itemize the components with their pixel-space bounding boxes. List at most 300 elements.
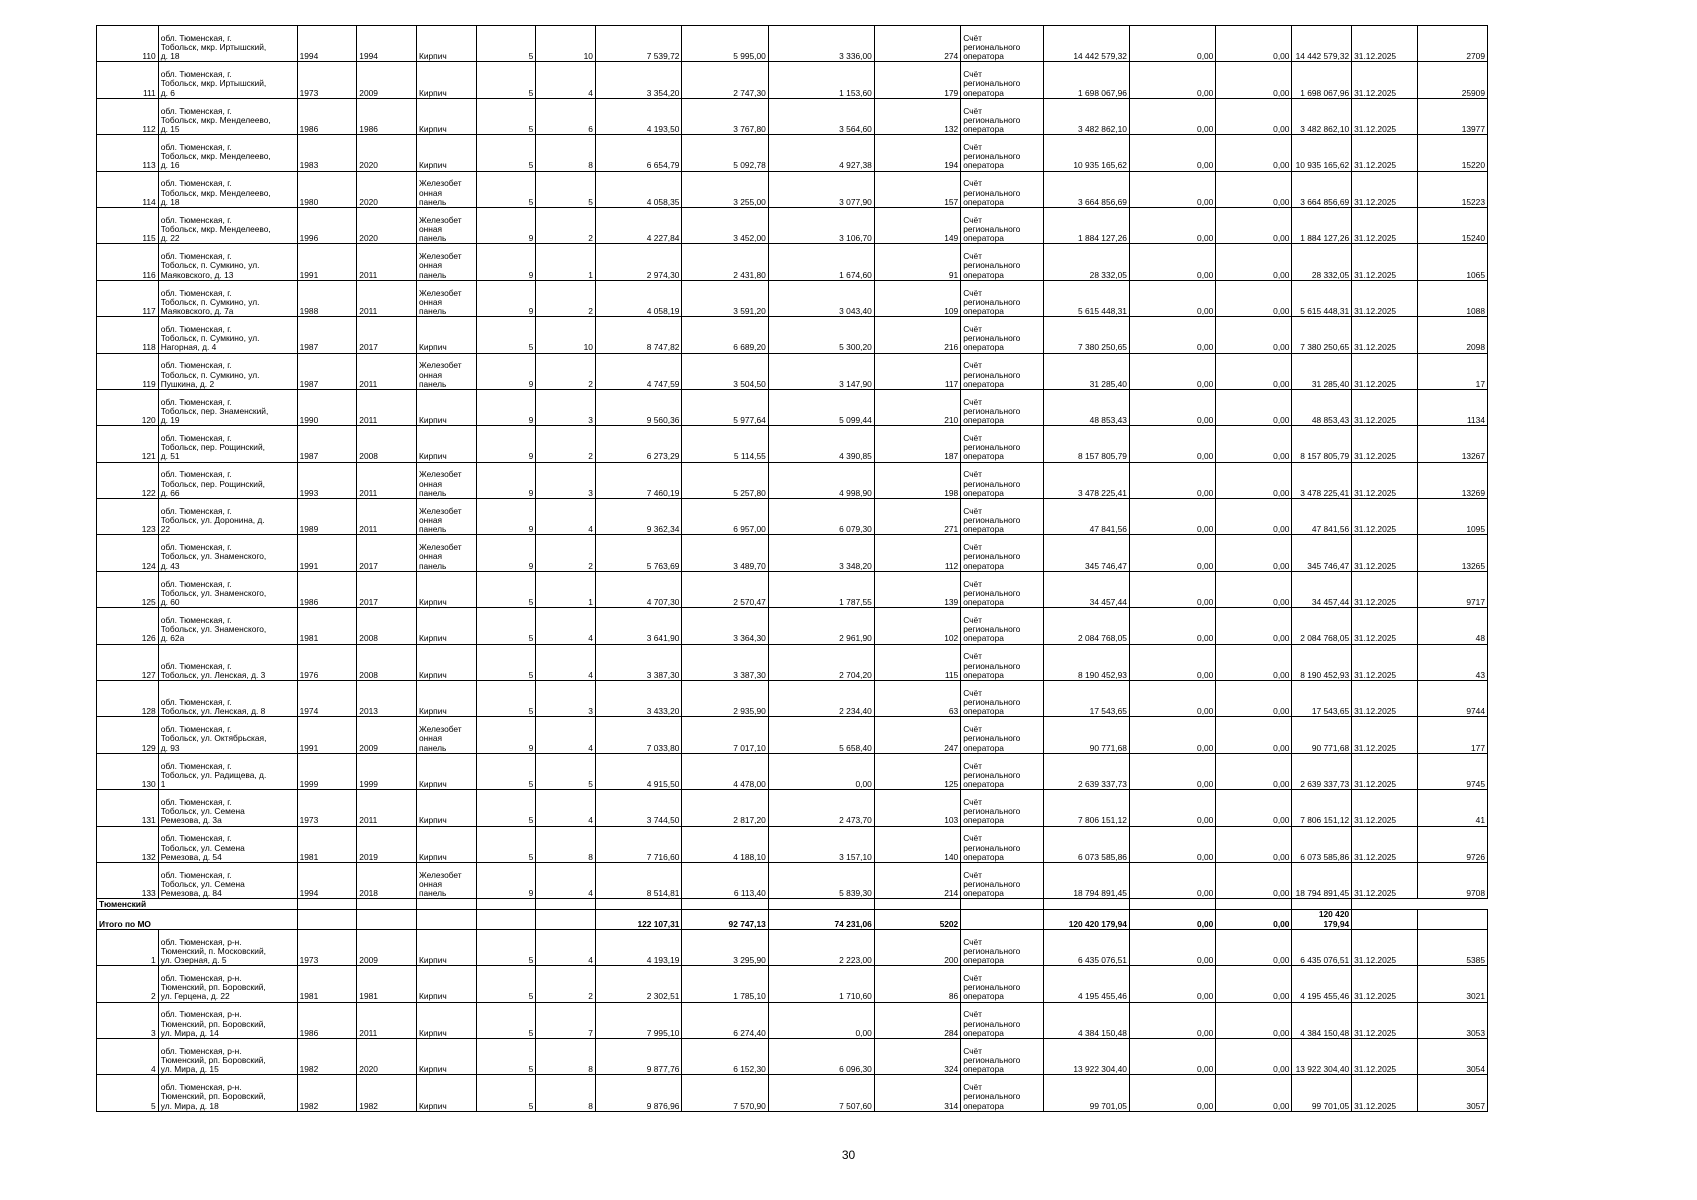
cell-entrances: 2: [536, 426, 596, 462]
cell-cost-total: 6 073 585,86: [1043, 826, 1129, 862]
cell-residents: 247: [874, 717, 960, 753]
cell-row-number: 130: [97, 753, 159, 789]
cell-cost-total: 7 806 151,12: [1043, 790, 1129, 826]
cell-row-number: 125: [97, 571, 159, 607]
cell-cost-owner: 345 746,47: [1292, 535, 1352, 571]
cell-address: обл. Тюменская, р-н. Тюменский, рп. Боровский, ул. Герцена, д. 22: [158, 966, 297, 1002]
cell-deadline: 31.12.2025: [1352, 929, 1418, 965]
cell-area-residential: 4 927,38: [768, 135, 874, 171]
cell-fund-a: 0,00: [1129, 244, 1215, 280]
cell-cost-owner: 2 084 768,05: [1292, 608, 1352, 644]
cell-floors: 9: [476, 207, 536, 243]
cell-floors: 5: [476, 681, 536, 717]
cell-fund-b: 0,00: [1216, 317, 1292, 353]
cell-year-built: 1981: [297, 826, 357, 862]
cell-year-built: 1988: [297, 280, 357, 316]
cell-row-number: 121: [97, 426, 159, 462]
cell-year-built: 1973: [297, 62, 357, 98]
cell-area-total: 7 539,72: [595, 26, 681, 62]
cell-residents: 271: [874, 499, 960, 535]
cell-area-residential: 0,00: [768, 753, 874, 789]
cell-fund-a: 0,00: [1129, 135, 1215, 171]
cell-residents: 109: [874, 280, 960, 316]
cell-residents: 324: [874, 1038, 960, 1074]
cell-cost-owner: 31 285,40: [1292, 353, 1352, 389]
cell-fund-method: Счёт регионального оператора: [961, 353, 1043, 389]
cell-year-repair: 2009: [357, 929, 417, 965]
cell-wall-material: Кирпич: [416, 1038, 476, 1074]
cell-fund-b: 0,00: [1216, 535, 1292, 571]
cell-house-id: 9744: [1417, 681, 1487, 717]
cell-year-built: 1989: [297, 499, 357, 535]
cell-house-id: 9726: [1417, 826, 1487, 862]
cell-cost-total: 99 701,05: [1043, 1075, 1129, 1111]
cell-wall-material: Кирпич: [416, 98, 476, 134]
cell-cost-owner: 7 806 151,12: [1292, 790, 1352, 826]
cell-fund-method: Счёт регионального оператора: [961, 462, 1043, 498]
cell-house-id: 9708: [1417, 862, 1487, 898]
table-row: [97, 62, 1488, 98]
cell-year-built: 1983: [297, 135, 357, 171]
cell-fund-a: 0,00: [1129, 26, 1215, 62]
cell-house-id: 43: [1417, 644, 1487, 680]
cell-year-repair: 2009: [357, 62, 417, 98]
cell-year-built: 1981: [297, 608, 357, 644]
cell-fund-a: 0,00: [1129, 207, 1215, 243]
cell-area-living: 5 114,55: [682, 426, 768, 462]
cell-fund-b: 0,00: [1216, 207, 1292, 243]
cell-year-built: 1987: [297, 426, 357, 462]
cell-cost-owner: 8 157 805,79: [1292, 426, 1352, 462]
cell-address: обл. Тюменская, г. Тобольск, ул. Доронина, д. 22: [158, 499, 297, 535]
cell-area-residential: 7 507,60: [768, 1075, 874, 1111]
cell-area-residential: 3 336,00: [768, 26, 874, 62]
cell-year-repair: 2017: [357, 535, 417, 571]
table-row: [97, 499, 1488, 535]
cell-fund-a: 0,00: [1129, 171, 1215, 207]
cell-year-repair: 1999: [357, 753, 417, 789]
cell-fund-b: 0,00: [1216, 499, 1292, 535]
cell-house-id: 1065: [1417, 244, 1487, 280]
cell-year-repair: 2020: [357, 207, 417, 243]
cell-wall-material: Кирпич: [416, 966, 476, 1002]
cell-wall-material: Кирпич: [416, 826, 476, 862]
cell-cost-total: 6 435 076,51: [1043, 929, 1129, 965]
cell-address: обл. Тюменская, г. Тобольск, п. Сумкино, ул. Пушкина, д. 2: [158, 353, 297, 389]
cell-fund-method: Счёт регионального оператора: [961, 1075, 1043, 1111]
cell-year-built: 1996: [297, 207, 357, 243]
cell-fund-b: 0,00: [1216, 862, 1292, 898]
cell-row-number: 132: [97, 826, 159, 862]
housing-register-table: [96, 25, 1488, 1112]
cell-area-living: 3 504,50: [682, 353, 768, 389]
cell-cost-total: 4 195 455,46: [1043, 966, 1129, 1002]
table-row: [97, 171, 1488, 207]
cell-deadline: 31.12.2025: [1352, 98, 1418, 134]
cell-fund-method: Счёт регионального оператора: [961, 571, 1043, 607]
cell-fund-b: 0,00: [1216, 389, 1292, 425]
cell-fund-a: 0,00: [1129, 717, 1215, 753]
cell-address: обл. Тюменская, г. Тобольск, мкр. Менделеево, д. 22: [158, 207, 297, 243]
cell-floors: 9: [476, 426, 536, 462]
cell-address: обл. Тюменская, г. Тобольск, ул. Знаменского, д. 60: [158, 571, 297, 607]
cell-fund-a: 0,00: [1129, 280, 1215, 316]
cell-entrances: 10: [536, 26, 596, 62]
cell-area-total: 4 915,50: [595, 753, 681, 789]
cell-address: обл. Тюменская, г. Тобольск, мкр. Иртышский, д. 18: [158, 26, 297, 62]
cell-area-living: 3 255,00: [682, 171, 768, 207]
cell-fund-method: Счёт регионального оператора: [961, 681, 1043, 717]
cell-address: обл. Тюменская, р-н. Тюменский, рп. Боровский, ул. Мира, д. 18: [158, 1075, 297, 1111]
cell-year-repair: 2011: [357, 389, 417, 425]
cell-floors: 9: [476, 462, 536, 498]
cell-wall-material: Железобет онная панель: [416, 244, 476, 280]
total-fund-b: 0,00: [1216, 910, 1292, 929]
cell-row-number: 5: [97, 1075, 159, 1111]
cell-cost-owner: 13 922 304,40: [1292, 1038, 1352, 1074]
cell-fund-method: Счёт регионального оператора: [961, 389, 1043, 425]
cell-area-total: 3 641,90: [595, 608, 681, 644]
cell-cost-total: 28 332,05: [1043, 244, 1129, 280]
cell-cost-owner: 2 639 337,73: [1292, 753, 1352, 789]
cell-address: обл. Тюменская, г. Тобольск, ул. Радищева, д. 1: [158, 753, 297, 789]
cell-area-residential: 2 223,00: [768, 929, 874, 965]
cell-entrances: 4: [536, 62, 596, 98]
cell-address: обл. Тюменская, г. Тобольск, пер. Рощинский, д. 51: [158, 426, 297, 462]
cell-year-repair: 2011: [357, 280, 417, 316]
cell-area-living: 6 113,40: [682, 862, 768, 898]
cell-cost-total: 10 935 165,62: [1043, 135, 1129, 171]
cell-deadline: 31.12.2025: [1352, 62, 1418, 98]
cell-address: обл. Тюменская, р-н. Тюменский, п. Московский, ул. Озерная, д. 5: [158, 929, 297, 965]
table-row: [97, 681, 1488, 717]
cell-year-repair: 1981: [357, 966, 417, 1002]
table-row: [97, 1075, 1488, 1111]
cell-area-total: 4 058,19: [595, 280, 681, 316]
table-row: [97, 1002, 1488, 1038]
cell-year-built: 1981: [297, 966, 357, 1002]
cell-entrances: 2: [536, 207, 596, 243]
cell-fund-method: Счёт регионального оператора: [961, 753, 1043, 789]
total-residents: 5202: [874, 910, 960, 929]
cell-address: обл. Тюменская, г. Тобольск, пер. Знаменский, д. 19: [158, 389, 297, 425]
cell-wall-material: Кирпич: [416, 389, 476, 425]
cell-house-id: 15240: [1417, 207, 1487, 243]
cell-deadline: 31.12.2025: [1352, 171, 1418, 207]
cell-area-residential: 5 658,40: [768, 717, 874, 753]
cell-area-total: 9 560,36: [595, 389, 681, 425]
cell-area-total: 4 193,50: [595, 98, 681, 134]
cell-year-repair: 2011: [357, 499, 417, 535]
table-row: [97, 98, 1488, 134]
cell-wall-material: Железобет онная панель: [416, 353, 476, 389]
cell-fund-a: 0,00: [1129, 862, 1215, 898]
cell-floors: 9: [476, 389, 536, 425]
cell-cost-owner: 7 380 250,65: [1292, 317, 1352, 353]
cell-cost-total: 5 615 448,31: [1043, 280, 1129, 316]
cell-address: обл. Тюменская, г. Тобольск, ул. Семена Ремезова, д. 3а: [158, 790, 297, 826]
cell-fund-method: Счёт регионального оператора: [961, 1002, 1043, 1038]
cell-floors: 5: [476, 608, 536, 644]
cell-residents: 125: [874, 753, 960, 789]
cell-residents: 194: [874, 135, 960, 171]
cell-fund-b: 0,00: [1216, 790, 1292, 826]
cell-row-number: 116: [97, 244, 159, 280]
cell-wall-material: Кирпич: [416, 135, 476, 171]
cell-area-living: 3 387,30: [682, 644, 768, 680]
cell-area-living: 7 017,10: [682, 717, 768, 753]
cell-area-residential: 3 106,70: [768, 207, 874, 243]
cell-fund-method: Счёт регионального оператора: [961, 135, 1043, 171]
cell-fund-a: 0,00: [1129, 1075, 1215, 1111]
cell-year-repair: 2013: [357, 681, 417, 717]
cell-area-residential: 0,00: [768, 1002, 874, 1038]
cell-fund-method: Счёт регионального оператора: [961, 1038, 1043, 1074]
total-cost-owner: 120 420 179,94: [1292, 910, 1352, 929]
cell-entrances: 2: [536, 535, 596, 571]
cell-deadline: 31.12.2025: [1352, 1038, 1418, 1074]
cell-cost-total: 3 478 225,41: [1043, 462, 1129, 498]
cell-address: обл. Тюменская, г. Тобольск, мкр. Менделеево, д. 16: [158, 135, 297, 171]
cell-area-total: 5 763,69: [595, 535, 681, 571]
cell-area-living: 5 257,80: [682, 462, 768, 498]
cell-fund-method: Счёт регионального оператора: [961, 862, 1043, 898]
cell-area-total: 7 460,19: [595, 462, 681, 498]
cell-area-living: 5 977,64: [682, 389, 768, 425]
cell-area-living: 3 295,90: [682, 929, 768, 965]
cell-area-residential: 3 348,20: [768, 535, 874, 571]
cell-cost-owner: 3 482 862,10: [1292, 98, 1352, 134]
cell-deadline: 31.12.2025: [1352, 681, 1418, 717]
table-row: [97, 353, 1488, 389]
cell-area-total: 2 302,51: [595, 966, 681, 1002]
cell-deadline: 31.12.2025: [1352, 608, 1418, 644]
cell-house-id: 48: [1417, 608, 1487, 644]
cell-area-living: 2 570,47: [682, 571, 768, 607]
cell-cost-owner: 17 543,65: [1292, 681, 1352, 717]
cell-house-id: 9745: [1417, 753, 1487, 789]
cell-fund-method: Счёт регионального оператора: [961, 929, 1043, 965]
cell-area-residential: 4 998,90: [768, 462, 874, 498]
cell-wall-material: Железобет онная панель: [416, 717, 476, 753]
cell-year-built: 1991: [297, 244, 357, 280]
cell-area-total: 3 433,20: [595, 681, 681, 717]
cell-cost-owner: 14 442 579,32: [1292, 26, 1352, 62]
cell-fund-b: 0,00: [1216, 171, 1292, 207]
cell-fund-a: 0,00: [1129, 966, 1215, 1002]
cell-fund-b: 0,00: [1216, 353, 1292, 389]
cell-deadline: 31.12.2025: [1352, 207, 1418, 243]
cell-residents: 91: [874, 244, 960, 280]
cell-residents: 112: [874, 535, 960, 571]
cell-cost-owner: 6 435 076,51: [1292, 929, 1352, 965]
cell-cost-total: 3 664 856,69: [1043, 171, 1129, 207]
cell-year-repair: 2019: [357, 826, 417, 862]
cell-wall-material: Кирпич: [416, 571, 476, 607]
cell-cost-total: 17 543,65: [1043, 681, 1129, 717]
cell-row-number: 120: [97, 389, 159, 425]
cell-house-id: 2098: [1417, 317, 1487, 353]
cell-address: обл. Тюменская, г. Тобольск, ул. Семена Ремезова, д. 54: [158, 826, 297, 862]
cell-residents: 187: [874, 426, 960, 462]
cell-fund-b: 0,00: [1216, 135, 1292, 171]
cell-fund-method: Счёт регионального оператора: [961, 317, 1043, 353]
cell-cost-owner: 8 190 452,93: [1292, 644, 1352, 680]
cell-year-repair: 2008: [357, 426, 417, 462]
cell-area-residential: 3 147,90: [768, 353, 874, 389]
cell-house-id: 13977: [1417, 98, 1487, 134]
cell-entrances: 3: [536, 389, 596, 425]
cell-area-residential: 3 077,90: [768, 171, 874, 207]
cell-area-total: 9 877,76: [595, 1038, 681, 1074]
cell-wall-material: Кирпич: [416, 644, 476, 680]
cell-entrances: 6: [536, 98, 596, 134]
table-row: [97, 571, 1488, 607]
table-row: [97, 929, 1488, 965]
cell-wall-material: Кирпич: [416, 790, 476, 826]
cell-area-total: 9 876,96: [595, 1075, 681, 1111]
cell-floors: 5: [476, 62, 536, 98]
cell-address: обл. Тюменская, г. Тобольск, пер. Рощинский, д. 66: [158, 462, 297, 498]
cell-residents: 103: [874, 790, 960, 826]
cell-entrances: 5: [536, 171, 596, 207]
total-cost: 120 420 179,94: [1043, 910, 1129, 929]
cell-fund-method: Счёт регионального оператора: [961, 644, 1043, 680]
cell-row-number: 133: [97, 862, 159, 898]
cell-entrances: 2: [536, 966, 596, 1002]
cell-area-residential: 2 704,20: [768, 644, 874, 680]
cell-area-living: 1 785,10: [682, 966, 768, 1002]
cell-area-total: 4 227,84: [595, 207, 681, 243]
cell-floors: 5: [476, 753, 536, 789]
cell-house-id: 41: [1417, 790, 1487, 826]
cell-fund-method: Счёт регионального оператора: [961, 535, 1043, 571]
cell-cost-owner: 3 478 225,41: [1292, 462, 1352, 498]
cell-cost-total: 48 853,43: [1043, 389, 1129, 425]
cell-year-repair: 2018: [357, 862, 417, 898]
cell-area-total: 9 362,34: [595, 499, 681, 535]
cell-deadline: 31.12.2025: [1352, 966, 1418, 1002]
cell-area-living: 2 935,90: [682, 681, 768, 717]
cell-area-total: 4 747,59: [595, 353, 681, 389]
cell-area-total: 4 058,35: [595, 171, 681, 207]
cell-fund-b: 0,00: [1216, 1038, 1292, 1074]
cell-address: обл. Тюменская, г. Тобольск, мкр. Иртышский, д. 6: [158, 62, 297, 98]
cell-year-repair: 1986: [357, 98, 417, 134]
cell-floors: 5: [476, 317, 536, 353]
cell-area-total: 3 354,20: [595, 62, 681, 98]
cell-area-living: 4 188,10: [682, 826, 768, 862]
cell-cost-total: 1 884 127,26: [1043, 207, 1129, 243]
cell-deadline: 31.12.2025: [1352, 426, 1418, 462]
cell-fund-a: 0,00: [1129, 681, 1215, 717]
cell-fund-a: 0,00: [1129, 826, 1215, 862]
cell-fund-a: 0,00: [1129, 790, 1215, 826]
cell-house-id: 1134: [1417, 389, 1487, 425]
cell-residents: 314: [874, 1075, 960, 1111]
cell-area-total: 7 995,10: [595, 1002, 681, 1038]
cell-cost-owner: 48 853,43: [1292, 389, 1352, 425]
cell-year-repair: 2011: [357, 353, 417, 389]
cell-year-repair: 2020: [357, 135, 417, 171]
cell-floors: 9: [476, 717, 536, 753]
cell-cost-total: 2 639 337,73: [1043, 753, 1129, 789]
cell-area-living: 4 478,00: [682, 753, 768, 789]
cell-entrances: 5: [536, 753, 596, 789]
cell-entrances: 4: [536, 717, 596, 753]
cell-row-number: 4: [97, 1038, 159, 1074]
cell-year-built: 1994: [297, 862, 357, 898]
cell-fund-b: 0,00: [1216, 826, 1292, 862]
cell-wall-material: Железобет онная панель: [416, 462, 476, 498]
cell-deadline: 31.12.2025: [1352, 826, 1418, 862]
cell-row-number: 110: [97, 26, 159, 62]
cell-fund-method: Счёт регионального оператора: [961, 717, 1043, 753]
cell-address: обл. Тюменская, г. Тобольск, мкр. Менделеево, д. 15: [158, 98, 297, 134]
cell-residents: 274: [874, 26, 960, 62]
cell-entrances: 2: [536, 280, 596, 316]
cell-wall-material: Кирпич: [416, 426, 476, 462]
cell-fund-b: 0,00: [1216, 753, 1292, 789]
cell-row-number: 123: [97, 499, 159, 535]
cell-row-number: 131: [97, 790, 159, 826]
cell-floors: 9: [476, 535, 536, 571]
table-row: [97, 207, 1488, 243]
cell-fund-b: 0,00: [1216, 462, 1292, 498]
cell-area-residential: 1 153,60: [768, 62, 874, 98]
total-row: [97, 910, 1488, 929]
cell-year-repair: 2017: [357, 317, 417, 353]
cell-fund-a: 0,00: [1129, 353, 1215, 389]
cell-fund-a: 0,00: [1129, 1038, 1215, 1074]
cell-house-id: 1095: [1417, 499, 1487, 535]
cell-fund-b: 0,00: [1216, 608, 1292, 644]
cell-house-id: 3021: [1417, 966, 1487, 1002]
cell-residents: 102: [874, 608, 960, 644]
cell-floors: 9: [476, 244, 536, 280]
cell-floors: 5: [476, 98, 536, 134]
cell-wall-material: Кирпич: [416, 62, 476, 98]
cell-area-residential: 2 961,90: [768, 608, 874, 644]
cell-house-id: 17: [1417, 353, 1487, 389]
cell-cost-owner: 28 332,05: [1292, 244, 1352, 280]
cell-area-residential: 1 787,55: [768, 571, 874, 607]
cell-year-built: 1974: [297, 681, 357, 717]
table-row: [97, 462, 1488, 498]
table-row: [97, 535, 1488, 571]
cell-floors: 5: [476, 790, 536, 826]
cell-floors: 5: [476, 644, 536, 680]
cell-house-id: 2709: [1417, 26, 1487, 62]
cell-year-repair: 2008: [357, 644, 417, 680]
cell-area-living: 3 489,70: [682, 535, 768, 571]
cell-row-number: 1: [97, 929, 159, 965]
table-row: [97, 26, 1488, 62]
cell-cost-total: 13 922 304,40: [1043, 1038, 1129, 1074]
cell-residents: 210: [874, 389, 960, 425]
total-area-living: 92 747,13: [682, 910, 768, 929]
cell-fund-a: 0,00: [1129, 929, 1215, 965]
cell-year-repair: 2020: [357, 171, 417, 207]
cell-fund-b: 0,00: [1216, 929, 1292, 965]
cell-area-residential: 1 674,60: [768, 244, 874, 280]
cell-cost-owner: 1 698 067,96: [1292, 62, 1352, 98]
cell-cost-total: 7 380 250,65: [1043, 317, 1129, 353]
cell-deadline: 31.12.2025: [1352, 499, 1418, 535]
cell-area-residential: 5 839,30: [768, 862, 874, 898]
cell-year-built: 1994: [297, 26, 357, 62]
cell-entrances: 1: [536, 244, 596, 280]
